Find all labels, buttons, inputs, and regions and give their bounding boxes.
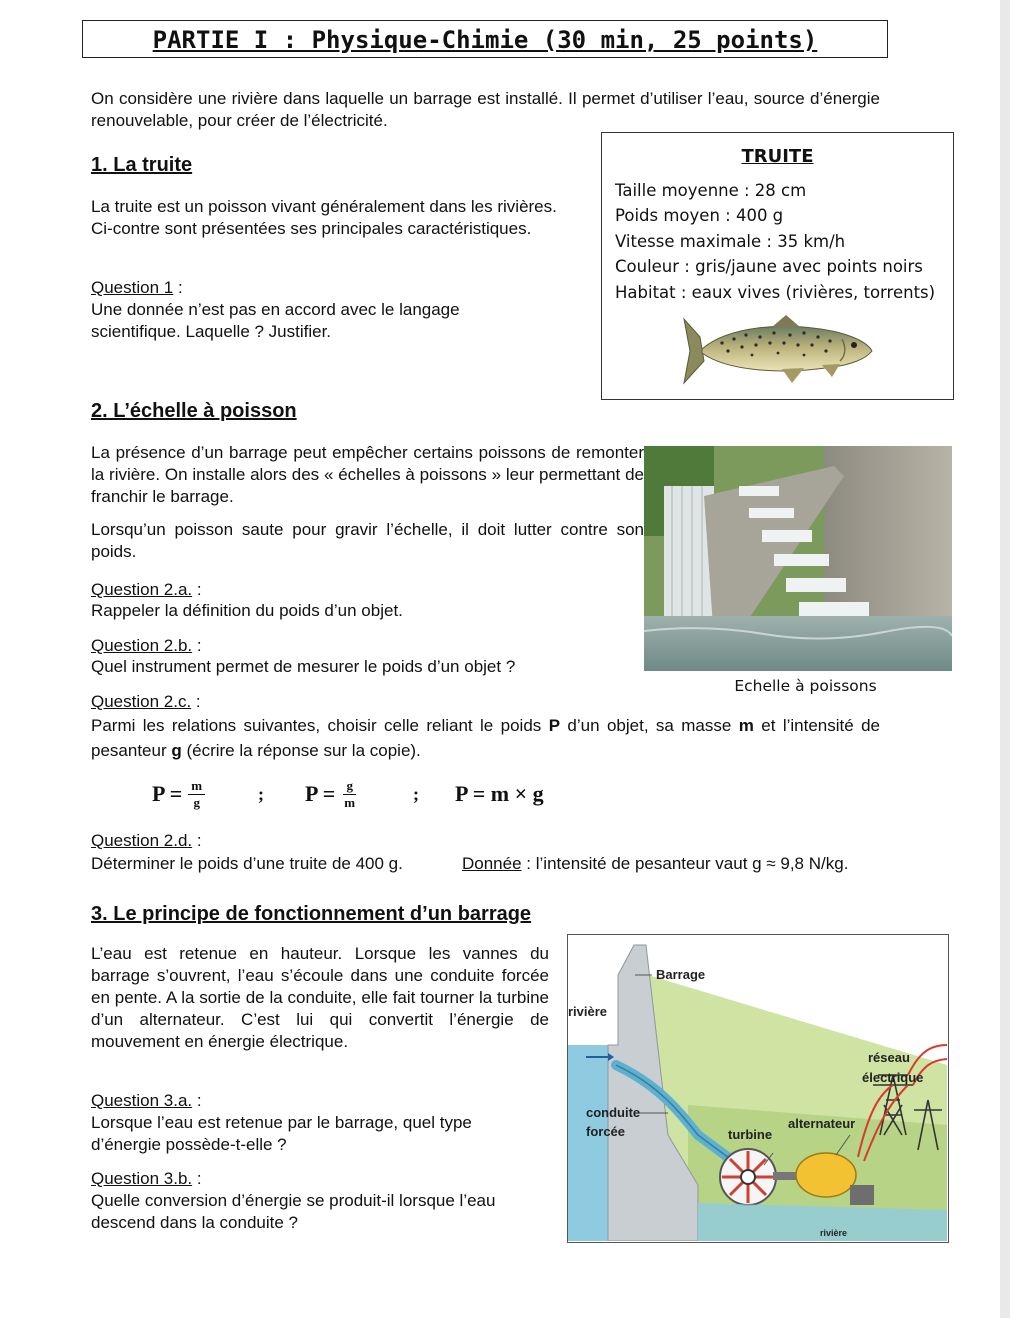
question3b-label: Question 3.b. — [91, 1169, 193, 1188]
question3b-label-line: Question 3.b. : — [91, 1169, 202, 1188]
intro-paragraph: On considère une rivière dans laquelle un barrage est installé. Il permet d’utiliser l’eau, source d’énergie renouvelable, pour créer de l’électricité. — [91, 89, 880, 130]
donnee-line — [462, 853, 848, 875]
dam-diagram-drawing — [568, 935, 947, 1241]
formula-1: P = $\frac{m}{g}$ — [152, 774, 205, 814]
question1-label: Question 1 — [91, 278, 174, 297]
question3a-label: Question 3.a. — [91, 1091, 193, 1110]
section3-heading: 3. Le principe de fonctionnement d’un barrage — [91, 903, 532, 925]
section2-paragraph2: Lorsqu’un poisson saute pour gravir l’échelle, il doit lutter contre son poids. — [91, 520, 644, 561]
truite-box-title: TRUITE — [741, 146, 814, 167]
question2c-label: Question 2.c. — [91, 692, 192, 711]
fish-ladder-photo — [644, 446, 952, 671]
diagram-label-alternateur: alternateur — [788, 1116, 856, 1131]
section3-text: L’eau est retenue en hauteur. Lorsque les vannes du barrage s’ouvrent, l’eau s’écoule dans une conduite forcée en pente. A la sortie de la conduite, elle fait tourner la turbine d’un alternateur. C’est lui qui convertit l’énergie de mouvement en énergie électrique. — [91, 944, 549, 1051]
truite-size: Taille moyenne : 28 cm — [615, 181, 807, 200]
page-edge-shadow — [1000, 0, 1010, 1318]
page-title: PARTIE I : Physique-Chimie (30 min, 25 points) — [82, 20, 888, 58]
diagram-label-barrage: Barrage — [656, 967, 706, 982]
question2a-text: Rappeler la définition du poids d’un objet. — [91, 601, 403, 620]
question2b-text: Quel instrument permet de mesurer le poids d’un objet ? — [91, 657, 516, 676]
truite-color: Couleur : gris/jaune avec points noirs — [615, 257, 923, 277]
diagram-label-conduite: conduite — [586, 1105, 641, 1120]
question3b-text: Quelle conversion d’énergie se produit-il lorsque l’eau descend dans la conduite ? — [91, 1191, 496, 1232]
question1-label-line: Question 1 : — [91, 278, 183, 297]
question3a-text: Lorsque l’eau est retenue par le barrage, quel type d’énergie possède-t-elle ? — [91, 1113, 472, 1154]
section1-heading: 1. La truite — [91, 154, 193, 176]
formula-separator-2: ; — [413, 783, 419, 804]
truite-weight: Poids moyen : 400 g — [615, 206, 784, 226]
question2d-text: Déterminer le poids d’une truite de 400 g. — [91, 854, 403, 873]
donnee-text: : l’intensité de pesanteur vaut g ≈ 9,8 N/kg. — [521, 854, 849, 873]
truite-info-box — [601, 132, 954, 400]
section1-text: La truite est un poisson vivant généralement dans les rivières. Ci-contre sont présentées ses principales caractéristiques. — [91, 197, 557, 238]
question2b-label-line: Question 2.b. : — [91, 636, 202, 655]
diagram-label-riviere-bottom: rivière — [820, 1228, 848, 1238]
question2d-label: Question 2.d. — [91, 831, 193, 850]
diagram-label-turbine: turbine — [728, 1127, 773, 1142]
diagram-label-electrique: électrique — [862, 1070, 924, 1085]
truite-box-lines — [615, 178, 935, 305]
section2-paragraph1: La présence d’un barrage peut empêcher certains poissons de remonter la rivière. On installe alors des « échelles à poissons » leur permettant de franchir le barrage. — [91, 443, 644, 506]
formula-separator-1: ; — [258, 783, 264, 804]
formula-2: P = $\frac{g}{m}$ — [305, 774, 358, 814]
donnee-label: Donnée — [462, 854, 522, 873]
trout-illustration — [682, 313, 877, 391]
formula-3: P = m × g — [455, 781, 544, 806]
dam-diagram — [567, 934, 949, 1243]
question2c-label-line: Question 2.c. : — [91, 692, 201, 711]
diagram-label-forcee: forcée — [586, 1124, 626, 1139]
truite-speed: Vitesse maximale : 35 km/h — [615, 231, 846, 251]
question2d-label-line: Question 2.d. : — [91, 831, 202, 850]
question3a-label-line: Question 3.a. : — [91, 1091, 202, 1110]
diagram-label-riviere-top: rivière — [568, 1004, 608, 1019]
section2-heading: 2. L’échelle à poisson — [91, 400, 297, 422]
question1-text: Une donnée n’est pas en accord avec le langage scientifique. Laquelle ? Justifier. — [91, 300, 460, 341]
fish-ladder-caption: Echelle à poissons — [734, 677, 877, 695]
diagram-label-reseau: réseau — [868, 1050, 910, 1065]
formula-2-fraction: $\frac{g}{m}$ — [344, 777, 356, 810]
formula-1-fraction: $\frac{m}{g}$ — [188, 778, 205, 811]
question2a-label-line: Question 2.a. : — [91, 580, 202, 599]
truite-habitat: Habitat : eaux vives (rivières, torrents) — [615, 282, 936, 302]
question2c-text: Parmi les relations suivantes, choisir celle reliant le poids P d’un objet, sa masse m et l’intensité de pesanteur g (écrire la réponse sur la copie). — [91, 716, 880, 760]
question2b-label: Question 2.b. — [91, 636, 193, 655]
question2a-label: Question 2.a. — [91, 580, 193, 599]
